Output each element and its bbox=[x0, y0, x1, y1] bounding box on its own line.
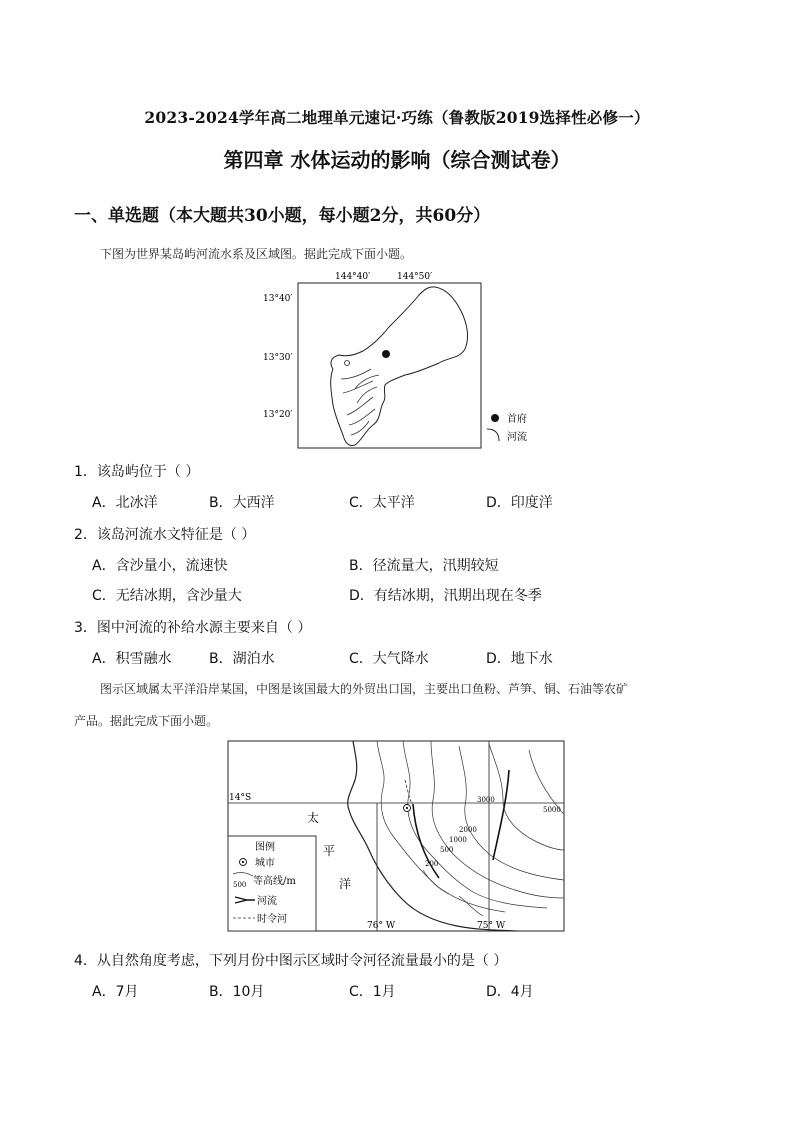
ocean-label-char: 太 bbox=[307, 811, 320, 825]
lat-label: 13°20′ bbox=[263, 410, 293, 420]
capital-legend-icon bbox=[491, 414, 499, 422]
q3-option-a[interactable]: A．积雪融水 bbox=[92, 651, 172, 667]
question-4: 4．从自然角度考虑，下列月份中图示区域时令河径流量最小的是（ ） bbox=[74, 953, 508, 969]
city-legend-icon-dot bbox=[242, 861, 244, 863]
q3-option-d[interactable]: D．地下水 bbox=[486, 651, 553, 667]
legend-title: 图例 bbox=[255, 842, 275, 853]
legend-capital-label: 首府 bbox=[507, 414, 527, 425]
q3-option-c[interactable]: C．大气降水 bbox=[349, 651, 429, 667]
intro-text-1: 下图为世界某岛屿河流水系及区域图。据此完成下面小题。 bbox=[100, 247, 413, 261]
small-islet bbox=[345, 361, 350, 366]
question-2: 2．该岛河流水文特征是（ ） bbox=[74, 527, 256, 543]
river-legend-icon bbox=[487, 429, 499, 441]
document-title: 第四章 水体运动的影响（综合测试卷） bbox=[223, 148, 571, 172]
ocean-label-char: 洋 bbox=[339, 877, 352, 891]
intro-text-2-line2: 产品。据此完成下面小题。 bbox=[74, 714, 219, 728]
intro-text-2-line1: 图示区域属太平洋沿岸某国，中图是该国最大的外贸出口国，主要出口鱼粉、芦笋、铜、石油等农矿 bbox=[100, 682, 629, 696]
lon-label: 75° W bbox=[477, 921, 506, 931]
legend-river-label: 河流 bbox=[257, 896, 277, 907]
lon-label: 144°40′ bbox=[335, 272, 371, 282]
question-1: 1．该岛屿位于（ ） bbox=[74, 464, 200, 480]
contour-label: 5000 bbox=[543, 806, 561, 814]
city-marker-dot bbox=[406, 807, 408, 809]
section-heading: 一、单选题（本大题共30小题，每小题2分，共60分） bbox=[74, 206, 491, 226]
lat-label: 13°30′ bbox=[263, 353, 293, 363]
contour-label: 2000 bbox=[459, 826, 477, 834]
q4-option-b[interactable]: B．10月 bbox=[209, 984, 265, 1000]
legend-contour-label: 等高线/m bbox=[253, 876, 296, 887]
legend-contour-sample: 500 bbox=[233, 881, 247, 889]
ocean-label-char: 平 bbox=[323, 844, 336, 858]
q1-option-b[interactable]: B．大西洋 bbox=[209, 495, 275, 511]
q2-option-d[interactable]: D．有结冰期，汛期出现在冬季 bbox=[349, 588, 542, 604]
document-subtitle: 2023-2024学年高二地理单元速记·巧练（鲁教版2019选择性必修一） bbox=[144, 108, 650, 127]
q3-option-b[interactable]: B．湖泊水 bbox=[209, 651, 275, 667]
q2-option-c[interactable]: C．无结冰期，含沙量大 bbox=[92, 588, 242, 604]
contour-label: 500 bbox=[440, 846, 454, 854]
lon-label: 76° W bbox=[367, 921, 396, 931]
lat-label: 13°40′ bbox=[263, 294, 293, 304]
q1-option-c[interactable]: C．太平洋 bbox=[349, 495, 415, 511]
q1-option-d[interactable]: D．印度洋 bbox=[486, 495, 553, 511]
q1-option-a[interactable]: A．北冰洋 bbox=[92, 495, 158, 511]
map-frame bbox=[298, 283, 481, 448]
q4-option-c[interactable]: C．1月 bbox=[349, 984, 396, 1000]
lat-label: 14°S bbox=[229, 793, 252, 803]
lon-label: 144°50′ bbox=[397, 272, 433, 282]
legend-seasonal-river-label: 时令河 bbox=[257, 914, 287, 925]
q4-option-d[interactable]: D．4月 bbox=[486, 984, 534, 1000]
contour-label: 3000 bbox=[477, 796, 495, 804]
contour-label: 1000 bbox=[449, 836, 467, 844]
q4-option-a[interactable]: A．7月 bbox=[92, 984, 139, 1000]
legend-river-label: 河流 bbox=[507, 432, 527, 443]
q2-option-a[interactable]: A．含沙量小，流速快 bbox=[92, 558, 228, 574]
legend-city-label: 城市 bbox=[255, 858, 275, 869]
question-3: 3．图中河流的补给水源主要来自（ ） bbox=[74, 620, 312, 636]
capital-marker bbox=[382, 350, 390, 358]
coastal-contour-map bbox=[227, 740, 567, 933]
contour-label: 200 bbox=[425, 860, 439, 868]
q2-option-b[interactable]: B．径流量大，汛期较短 bbox=[349, 558, 499, 574]
island-map bbox=[255, 265, 545, 450]
